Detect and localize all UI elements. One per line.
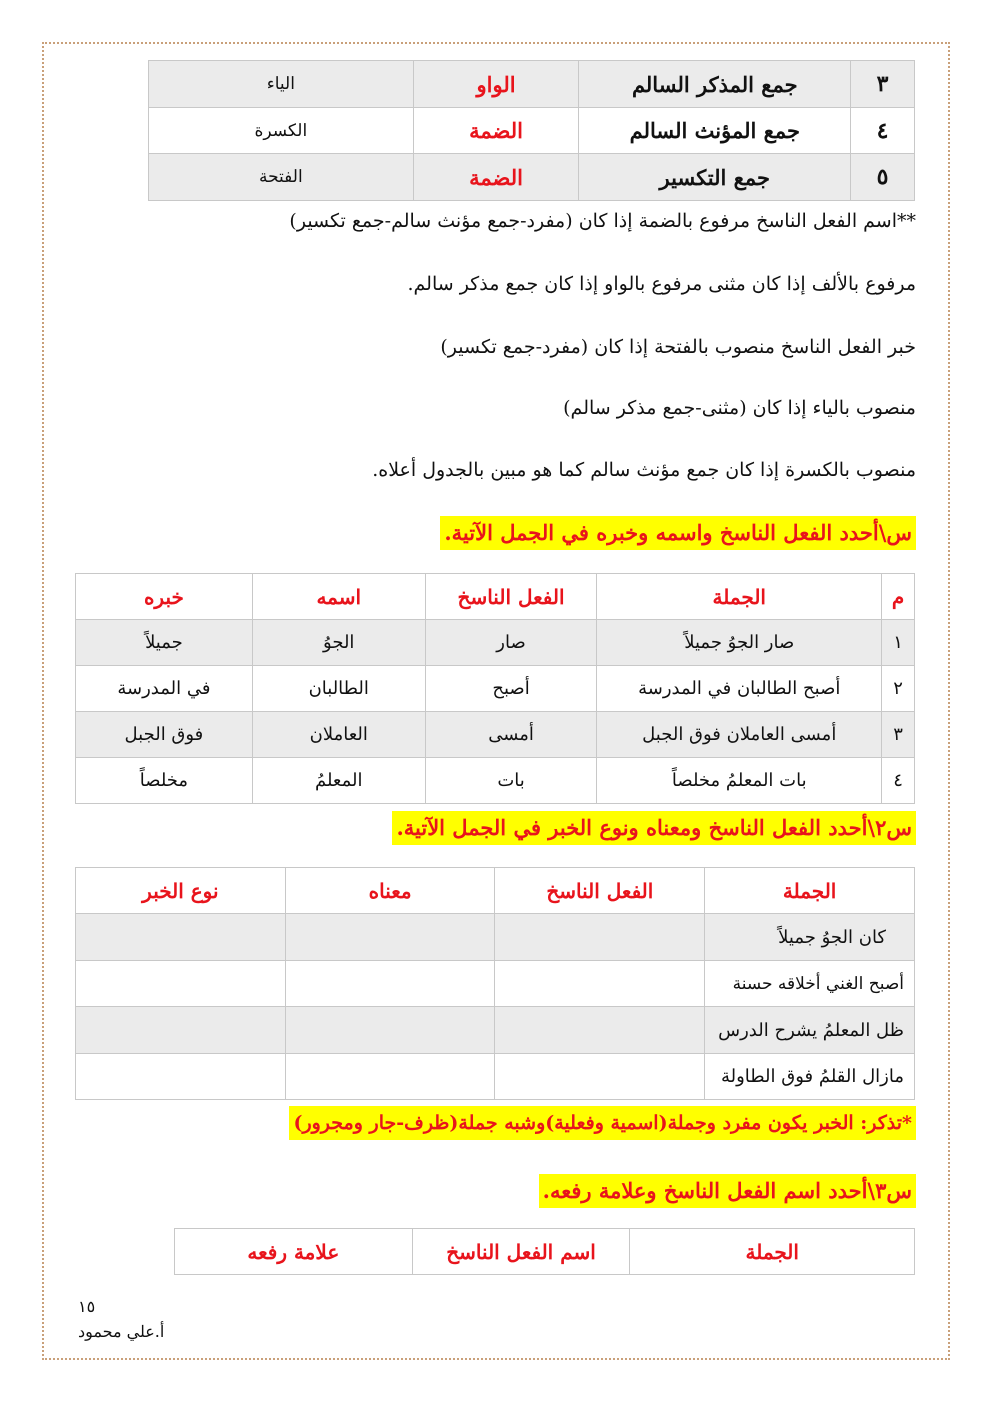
reminder-note: *تذكر: الخبر يكون مفرد وجملة(اسمية وفعلية)وشبه جملة(ظرف-جار ومجرور)	[289, 1106, 916, 1140]
answer-cell[interactable]	[76, 961, 286, 1007]
answer-cell[interactable]	[495, 914, 705, 961]
answer-cell[interactable]	[285, 961, 495, 1007]
page-number: ١٥	[78, 1297, 96, 1316]
note-line-2: مرفوع بالألف إذا كان مثنى مرفوع بالواو إذا كان جمع مذكر سالم.	[407, 273, 916, 295]
question-3-title: س٣\أحدد اسم الفعل الناسخ وعلامة رفعه.	[539, 1174, 916, 1208]
endings-table	[148, 60, 915, 201]
table-row: ٥ جمع التكسير الضمة الفتحة	[149, 154, 915, 201]
answer-cell[interactable]	[76, 1007, 286, 1054]
note-line-4: منصوب بالياء إذا كان (مثنى-جمع مذكر سالم)	[563, 397, 916, 419]
answer-cell[interactable]	[285, 1007, 495, 1054]
table-row: ظل المعلمُ يشرح الدرس	[76, 1007, 915, 1054]
answer-cell[interactable]	[76, 1054, 286, 1100]
answer-cell[interactable]	[76, 914, 286, 961]
table-row: أصبح الغني أخلاقه حسنة	[76, 961, 915, 1007]
table-row: ٤ جمع المؤنث السالم الضمة الكسرة	[149, 108, 915, 154]
question-1-title: س\أحدد الفعل الناسخ واسمه وخبره في الجمل الآتية.	[440, 516, 916, 550]
table-row: ١ صار الجوُ جميلاً صار الجوُ جميلاً	[76, 620, 915, 666]
table-row: ٤ بات المعلمُ مخلصاً بات المعلمُ مخلصاً	[76, 758, 915, 804]
table-header-row: الجملة اسم الفعل الناسخ علامة رفعه	[175, 1229, 915, 1275]
table-row: ٣ جمع المذكر السالم الواو الياء	[149, 61, 915, 108]
answer-cell[interactable]	[285, 914, 495, 961]
answer-cell[interactable]	[495, 961, 705, 1007]
note-line-5: منصوب بالكسرة إذا كان جمع مؤنث سالم كما هو مبين بالجدول أعلاه.	[372, 459, 916, 481]
answer-cell[interactable]	[495, 1007, 705, 1054]
table-header-row: الجملة الفعل الناسخ معناه نوع الخبر	[76, 868, 915, 914]
question-2-table	[75, 867, 915, 1100]
table-row: ٢ أصبح الطالبان في المدرسة أصبح الطالبان في المدرسة	[76, 666, 915, 712]
table-row: كان الجوُ جميلاً	[76, 914, 915, 961]
answer-cell[interactable]	[285, 1054, 495, 1100]
table-row: مازال القلمُ فوق الطاولة	[76, 1054, 915, 1100]
table-header-row: م الجملة الفعل الناسخ اسمه خبره	[76, 574, 915, 620]
note-line-1: **اسم الفعل الناسخ مرفوع بالضمة إذا كان (مفرد-جمع مؤنث سالم-جمع تكسير)	[289, 210, 916, 232]
question-1-table	[75, 573, 915, 804]
table-row: ٣ أمسى العاملان فوق الجبل أمسى العاملان فوق الجبل	[76, 712, 915, 758]
note-line-3: خبر الفعل الناسخ منصوب بالفتحة إذا كان (مفرد-جمع تكسير)	[440, 336, 916, 358]
author-name: أ.علي محمود	[78, 1322, 165, 1341]
question-3-table	[174, 1228, 915, 1275]
question-2-title: س٢\أحدد الفعل الناسخ ومعناه ونوع الخبر في الجمل الآتية.	[392, 811, 916, 845]
answer-cell[interactable]	[495, 1054, 705, 1100]
